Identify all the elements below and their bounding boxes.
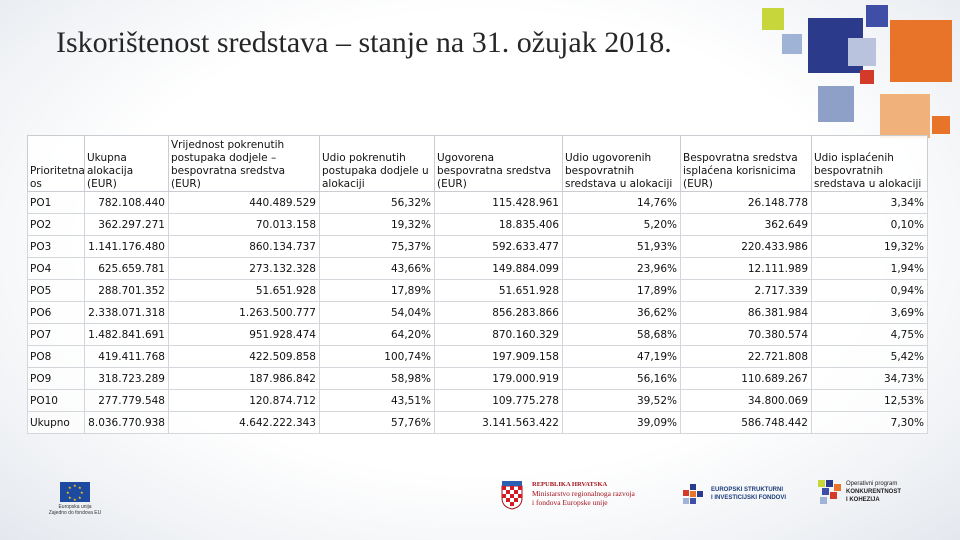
cell-value: 440.489.529 — [249, 196, 316, 209]
table-cell — [320, 368, 435, 390]
table-cell — [563, 412, 681, 434]
table-row — [28, 214, 928, 236]
table-cell — [169, 236, 320, 258]
cell-value: 0,10% — [890, 218, 924, 231]
table-cell — [435, 236, 563, 258]
table-cell — [563, 280, 681, 302]
cell-value: PO4 — [30, 262, 52, 275]
cell-value: 51.651.928 — [255, 284, 316, 297]
table-cell — [435, 280, 563, 302]
table-cell — [812, 214, 928, 236]
cell-value: 1.263.500.777 — [239, 306, 316, 319]
decor-square — [880, 94, 930, 138]
table-cell — [85, 302, 169, 324]
cell-value: 1,94% — [890, 262, 924, 275]
table-row — [28, 324, 928, 346]
col-header: Ugovorena bespovratna sredstva (EUR) — [435, 136, 563, 192]
priority-axis-cell — [28, 346, 85, 368]
table-cell — [435, 214, 563, 236]
cell-value: 288.701.352 — [98, 284, 165, 297]
table-cell — [85, 214, 169, 236]
cell-value: 8.036.770.938 — [88, 416, 165, 429]
table-cell — [812, 346, 928, 368]
table-cell — [563, 236, 681, 258]
hr-ministry-label-2: i fondova Europske unije — [532, 498, 608, 507]
cell-value: 36,62% — [636, 306, 677, 319]
cell-value: 109.775.278 — [492, 394, 559, 407]
cell-value: 273.132.328 — [249, 262, 316, 275]
cell-value: 43,51% — [390, 394, 431, 407]
table-cell — [85, 236, 169, 258]
cell-value: 4,75% — [890, 328, 924, 341]
table-cell — [563, 324, 681, 346]
table-cell — [320, 258, 435, 280]
cell-value: 362.297.271 — [98, 218, 165, 231]
table-cell — [812, 412, 928, 434]
cell-value: 56,32% — [390, 196, 431, 209]
cell-value: 56,16% — [636, 372, 677, 385]
table-cell — [169, 390, 320, 412]
table-cell — [85, 412, 169, 434]
cell-value: 86.381.984 — [747, 306, 808, 319]
eu-slogan: Zajedno do fondova EU — [48, 510, 102, 516]
cell-value: 19,32% — [883, 240, 924, 253]
table-cell — [85, 280, 169, 302]
table-cell — [812, 236, 928, 258]
cell-value: PO6 — [30, 306, 52, 319]
table-cell — [435, 412, 563, 434]
decor-square — [866, 5, 888, 27]
table-cell — [320, 302, 435, 324]
table-cell — [169, 258, 320, 280]
decor-square — [860, 70, 874, 84]
cell-value: 7,30% — [890, 416, 924, 429]
cell-value: PO2 — [30, 218, 52, 231]
cell-value: 70.380.574 — [747, 328, 808, 341]
table-cell — [85, 258, 169, 280]
op-label: Operativni program — [846, 481, 898, 487]
table-cell — [320, 192, 435, 214]
table-cell — [681, 236, 812, 258]
table-cell — [169, 368, 320, 390]
table-cell — [563, 302, 681, 324]
op-name: KONKURENTNOST — [846, 489, 901, 495]
table-row — [28, 412, 928, 434]
hr-country-label: REPUBLIKA HRVATSKA — [532, 481, 608, 488]
cell-value: PO10 — [30, 394, 58, 407]
cell-value: 47,19% — [636, 350, 677, 363]
cell-value: 75,37% — [390, 240, 431, 253]
cell-value: 18.835.406 — [498, 218, 559, 231]
cell-value: 110.689.267 — [741, 372, 808, 385]
table-cell — [435, 346, 563, 368]
cell-value: 51.651.928 — [498, 284, 559, 297]
allocation-table-wrap — [27, 135, 927, 434]
table-cell — [681, 390, 812, 412]
op-name-2: I KOHEZIJA — [846, 497, 880, 503]
table-cell — [435, 258, 563, 280]
cell-value: Ukupno — [30, 416, 70, 429]
esi-squares-icon — [683, 484, 707, 508]
cell-value: 34.800.069 — [747, 394, 808, 407]
table-cell — [320, 280, 435, 302]
priority-axis-cell — [28, 214, 85, 236]
cell-value: 422.509.858 — [249, 350, 316, 363]
table-cell — [563, 390, 681, 412]
table-cell — [85, 368, 169, 390]
cell-value: 58,98% — [390, 372, 431, 385]
table-header-row — [28, 136, 928, 192]
decor-square — [782, 34, 802, 54]
table-cell — [435, 324, 563, 346]
cell-value: 43,66% — [390, 262, 431, 275]
cell-value: PO8 — [30, 350, 52, 363]
cell-value: 3,69% — [890, 306, 924, 319]
cell-value: PO3 — [30, 240, 52, 253]
col-header: Bespovratna sredstva isplaćena korisnicima (EUR) — [681, 136, 812, 192]
cell-value: 39,09% — [636, 416, 677, 429]
table-cell — [563, 346, 681, 368]
cell-value: 3,34% — [890, 196, 924, 209]
eu-flag-icon: ★ ★ ★ ★ ★ ★ ★ ★ — [60, 482, 90, 502]
table-cell — [681, 302, 812, 324]
table-cell — [320, 324, 435, 346]
table-row — [28, 390, 928, 412]
cell-value: 120.874.712 — [249, 394, 316, 407]
table-cell — [320, 390, 435, 412]
table-row — [28, 236, 928, 258]
decor-square — [848, 38, 876, 66]
table-cell — [320, 346, 435, 368]
col-header: Vrijednost pokrenutih postupaka dodjele – bespovratna sredstva (EUR) — [169, 136, 320, 192]
eu-label: Europska unija — [58, 504, 92, 510]
cell-value: 1.141.176.480 — [88, 240, 165, 253]
priority-axis-cell — [28, 368, 85, 390]
cell-value: 187.986.842 — [249, 372, 316, 385]
cell-value: 149.884.099 — [492, 262, 559, 275]
hr-ministry-label: Ministarstvo regionalnoga razvoja — [532, 489, 635, 498]
decor-square — [818, 86, 854, 122]
cell-value: 362.649 — [764, 218, 808, 231]
cell-value: 34,73% — [883, 372, 924, 385]
cell-value: 2.338.071.318 — [88, 306, 165, 319]
cell-value: 51,93% — [636, 240, 677, 253]
table-cell — [85, 390, 169, 412]
cell-value: PO7 — [30, 328, 52, 341]
table-cell — [681, 346, 812, 368]
col-header: Udio ugovorenih bespovratnih sredstava u alokaciji — [563, 136, 681, 192]
table-cell — [435, 368, 563, 390]
table-cell — [681, 324, 812, 346]
cell-value: 5,20% — [643, 218, 677, 231]
table-cell — [812, 302, 928, 324]
priority-axis-cell — [28, 236, 85, 258]
cell-value: 54,04% — [390, 306, 431, 319]
cell-value: 625.659.781 — [98, 262, 165, 275]
cell-value: 318.723.289 — [98, 372, 165, 385]
cell-value: 0,94% — [890, 284, 924, 297]
table-row — [28, 368, 928, 390]
table-cell — [681, 258, 812, 280]
cell-value: 17,89% — [636, 284, 677, 297]
table-cell — [85, 324, 169, 346]
col-header: Prioritetna os — [28, 136, 85, 192]
cell-value: 1.482.841.691 — [88, 328, 165, 341]
table-cell — [169, 412, 320, 434]
col-header: Ukupna alokacija (EUR) — [85, 136, 169, 192]
cell-value: 2.717.339 — [754, 284, 808, 297]
cell-value: 14,76% — [636, 196, 677, 209]
cell-value: PO9 — [30, 372, 52, 385]
col-header: Udio pokrenutih postupaka dodjele u alokaciji — [320, 136, 435, 192]
table-cell — [681, 412, 812, 434]
cell-value: 856.283.866 — [492, 306, 559, 319]
priority-axis-cell — [28, 280, 85, 302]
cell-value: 277.779.548 — [98, 394, 165, 407]
croatian-coat-of-arms-icon — [500, 480, 524, 510]
cell-value: 64,20% — [390, 328, 431, 341]
table-cell — [681, 214, 812, 236]
table-cell — [169, 280, 320, 302]
table-cell — [812, 390, 928, 412]
cell-value: 17,89% — [390, 284, 431, 297]
priority-axis-cell — [28, 412, 85, 434]
priority-axis-cell — [28, 324, 85, 346]
cell-value: 4.642.222.343 — [239, 416, 316, 429]
priority-axis-cell — [28, 302, 85, 324]
cell-value: 419.411.768 — [98, 350, 165, 363]
cell-value: 19,32% — [390, 218, 431, 231]
table-cell — [169, 192, 320, 214]
table-row — [28, 280, 928, 302]
table-cell — [169, 346, 320, 368]
cell-value: 592.633.477 — [492, 240, 559, 253]
table-cell — [169, 302, 320, 324]
op-kk-squares-icon — [818, 480, 842, 506]
priority-axis-cell — [28, 192, 85, 214]
footer-logos — [0, 462, 960, 540]
table-cell — [681, 368, 812, 390]
eu-logo — [40, 482, 110, 516]
cell-value: 70.013.158 — [255, 218, 316, 231]
table-row — [28, 346, 928, 368]
table-cell — [320, 214, 435, 236]
table-cell — [812, 192, 928, 214]
table-cell — [681, 192, 812, 214]
cell-value: 782.108.440 — [98, 196, 165, 209]
table-cell — [563, 214, 681, 236]
table-cell — [435, 390, 563, 412]
table-cell — [435, 302, 563, 324]
cell-value: 179.000.919 — [492, 372, 559, 385]
cell-value: 22.721.808 — [747, 350, 808, 363]
table-cell — [435, 192, 563, 214]
cell-value: 860.134.737 — [249, 240, 316, 253]
table-cell — [85, 346, 169, 368]
cell-value: PO5 — [30, 284, 52, 297]
table-cell — [169, 324, 320, 346]
col-header: Udio isplaćenih bespovratnih sredstava u alokaciji — [812, 136, 928, 192]
esi-label: EUROPSKI STRUKTURNI — [711, 487, 784, 493]
cell-value: 57,76% — [390, 416, 431, 429]
table-cell — [812, 368, 928, 390]
cell-value: 115.428.961 — [492, 196, 559, 209]
cell-value: 220.433.986 — [741, 240, 808, 253]
table-cell — [563, 192, 681, 214]
cell-value: 12.111.989 — [747, 262, 808, 275]
decor-square — [890, 20, 952, 82]
cell-value: 951.928.474 — [249, 328, 316, 341]
cell-value: 58,68% — [636, 328, 677, 341]
cell-value: PO1 — [30, 196, 52, 209]
cell-value: 197.909.158 — [492, 350, 559, 363]
priority-axis-cell — [28, 390, 85, 412]
decor-square — [762, 8, 784, 30]
priority-axis-cell — [28, 258, 85, 280]
table-cell — [320, 236, 435, 258]
table-cell — [812, 324, 928, 346]
table-row — [28, 192, 928, 214]
allocation-table — [27, 135, 928, 434]
esi-label-2: I INVESTICIJSKI FONDOVI — [711, 495, 787, 501]
table-cell — [563, 258, 681, 280]
table-row — [28, 302, 928, 324]
cell-value: 23,96% — [636, 262, 677, 275]
table-cell — [812, 258, 928, 280]
table-cell — [681, 280, 812, 302]
cell-value: 586.748.442 — [741, 416, 808, 429]
table-cell — [169, 214, 320, 236]
cell-value: 5,42% — [890, 350, 924, 363]
table-cell — [320, 412, 435, 434]
table-row — [28, 258, 928, 280]
cell-value: 26.148.778 — [747, 196, 808, 209]
table-cell — [85, 192, 169, 214]
cell-value: 100,74% — [384, 350, 431, 363]
page-title: Iskorištenost sredstava – stanje na 31. ožujak 2018. — [56, 26, 672, 59]
cell-value: 870.160.329 — [492, 328, 559, 341]
cell-value: 3.141.563.422 — [482, 416, 559, 429]
decor-square — [932, 116, 950, 134]
cell-value: 39,52% — [636, 394, 677, 407]
table-cell — [812, 280, 928, 302]
table-cell — [563, 368, 681, 390]
cell-value: 12,53% — [883, 394, 924, 407]
